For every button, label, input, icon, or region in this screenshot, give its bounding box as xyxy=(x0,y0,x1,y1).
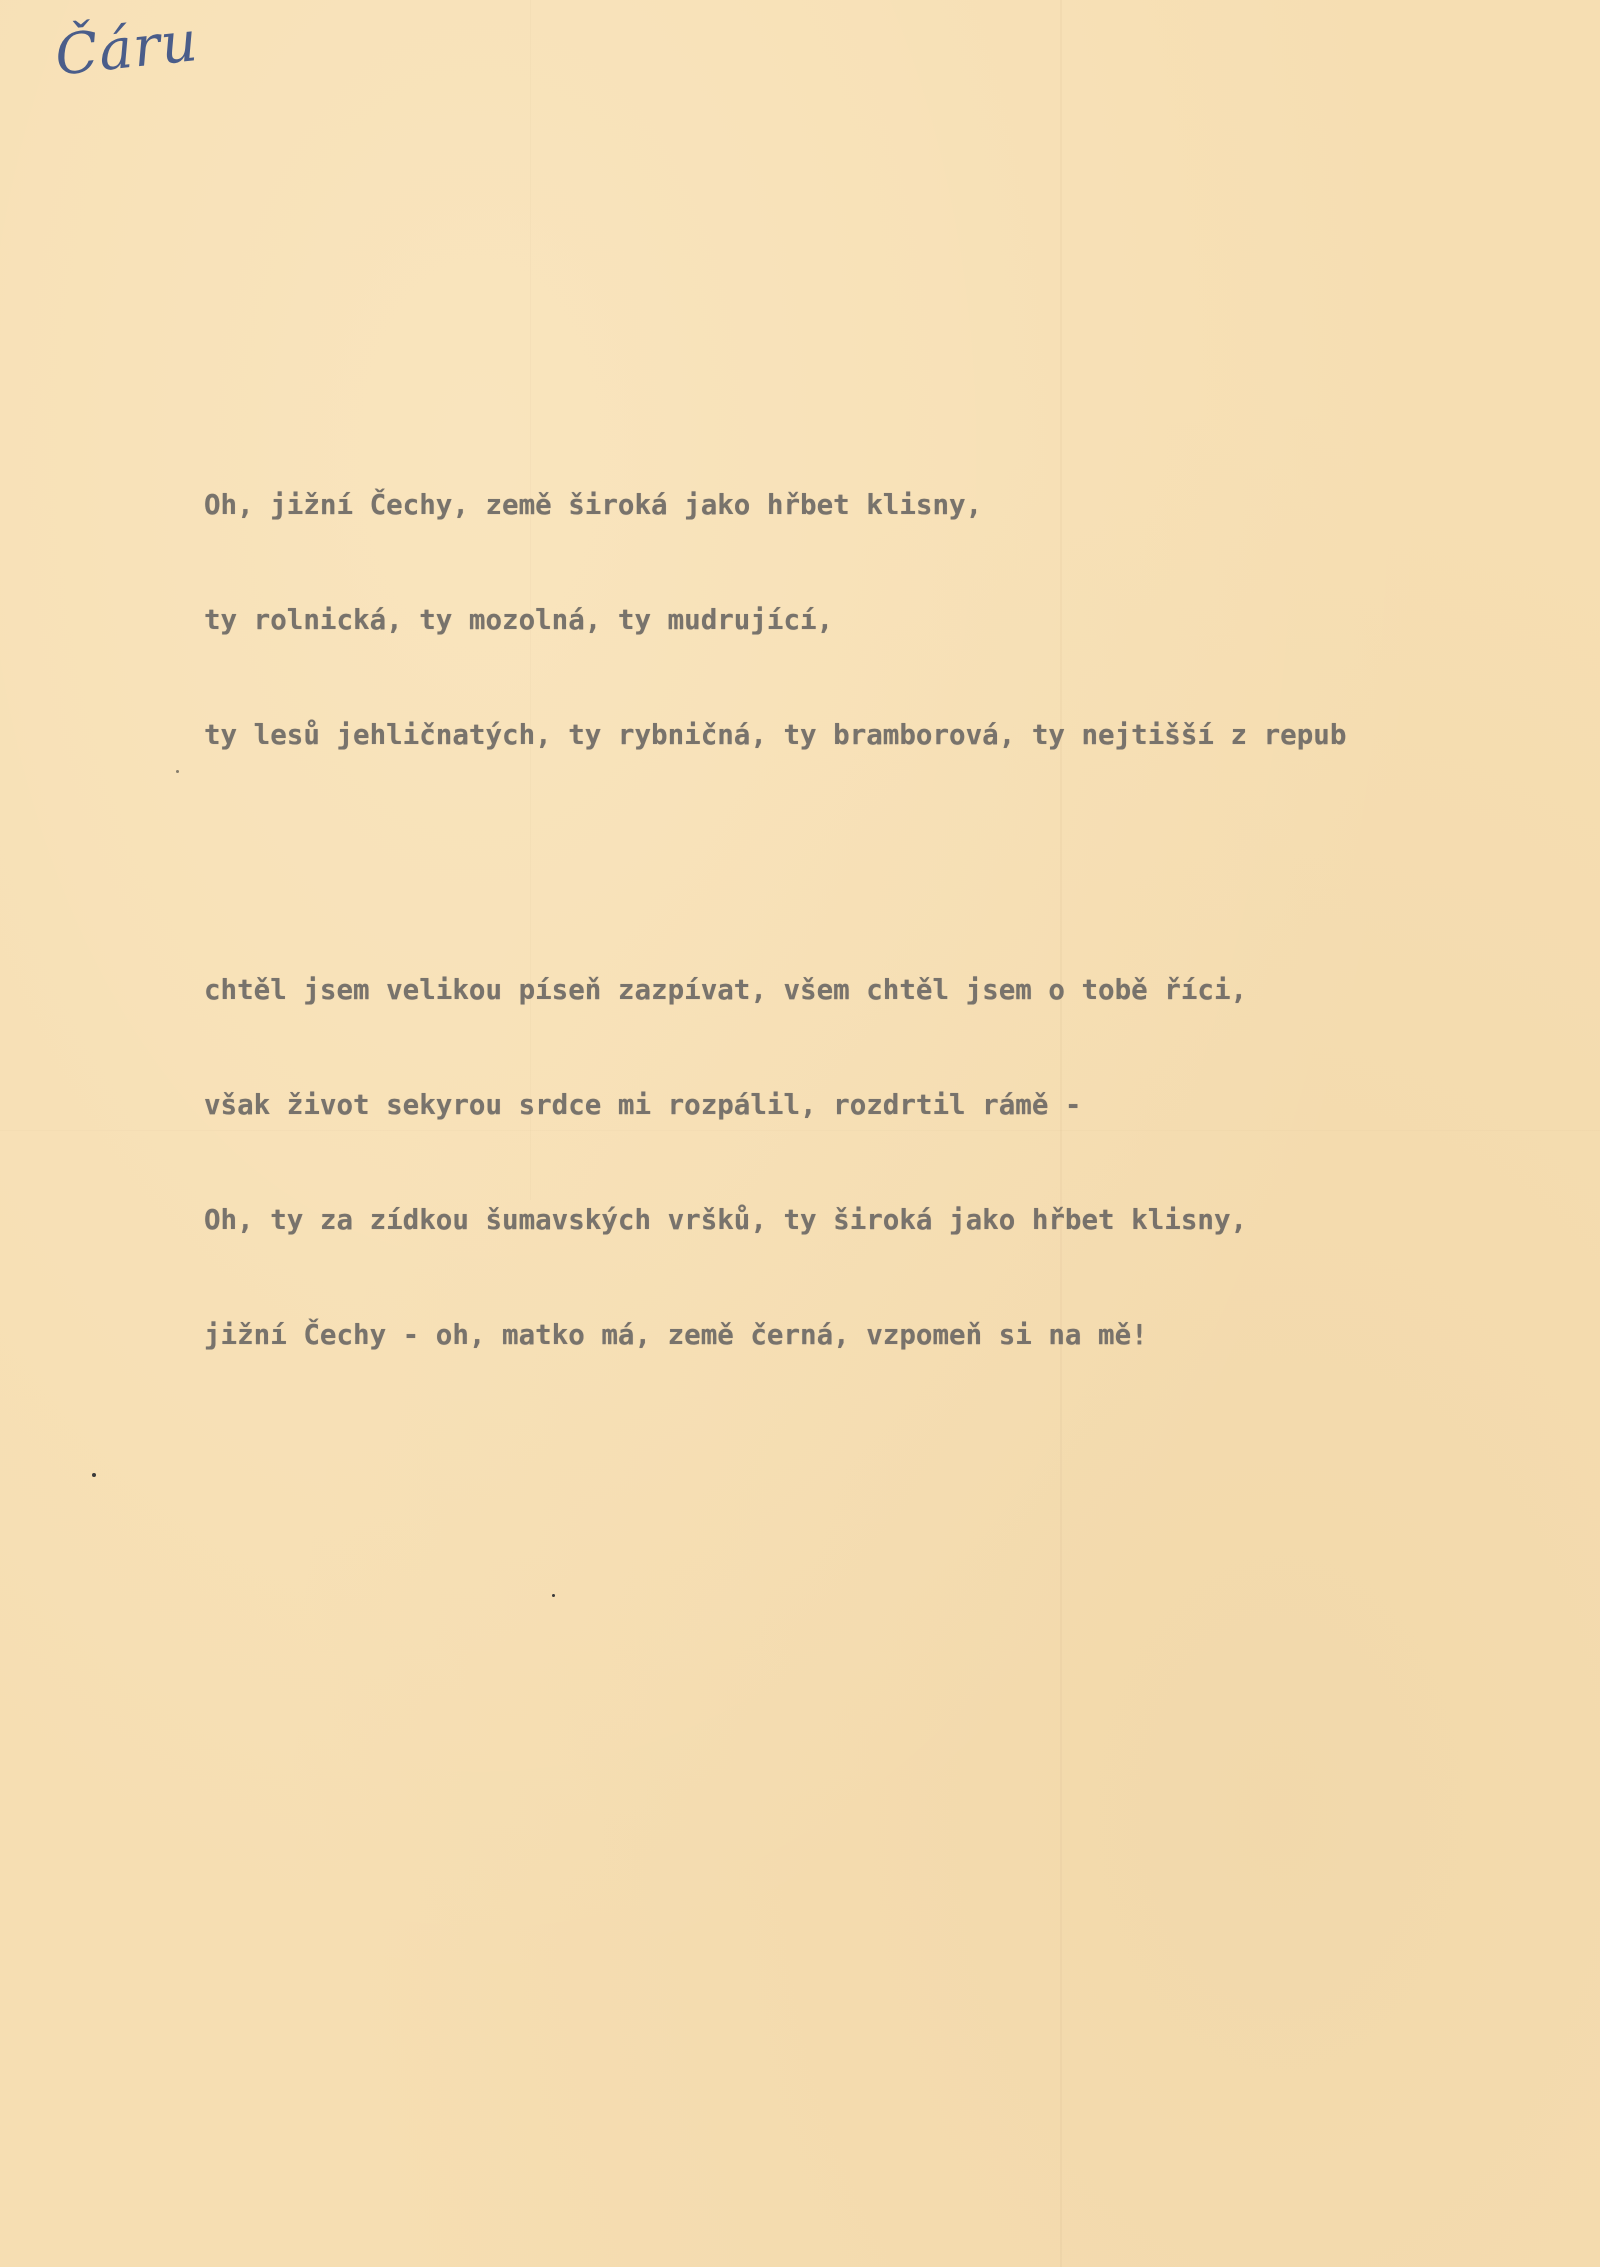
poem-line: však život sekyrou srdce mi rozpálil, rozdrtil rámě - xyxy=(204,1089,1082,1121)
poem-line: jižní Čechy - oh, matko má, země černá, vzpomeň si na mě! xyxy=(204,1319,1148,1351)
poem-line: ty lesů jehličnatých, ty rybničná, ty bramborová, ty nejtišší z repub xyxy=(204,719,1347,751)
paper-speck xyxy=(552,1594,555,1597)
poem-stanza-2 xyxy=(204,901,1594,1425)
poem-line: Oh, jižní Čechy, země široká jako hřbet klisny, xyxy=(204,489,983,521)
poem-line: Oh, ty za zídkou šumavských vršků, ty široká jako hřbet klisny, xyxy=(204,1204,1248,1236)
paper-speck xyxy=(176,770,179,773)
poem-stanza-1 xyxy=(204,416,1594,825)
handwritten-annotation: Čáru xyxy=(52,9,202,89)
paper-speck xyxy=(92,1473,96,1477)
poem-text xyxy=(204,352,1594,1489)
poem-line: ty rolnická, ty mozolná, ty mudrující, xyxy=(204,604,834,636)
poem-line: chtěl jsem velikou píseň zazpívat, všem chtěl jsem o tobě říci, xyxy=(204,974,1248,1006)
